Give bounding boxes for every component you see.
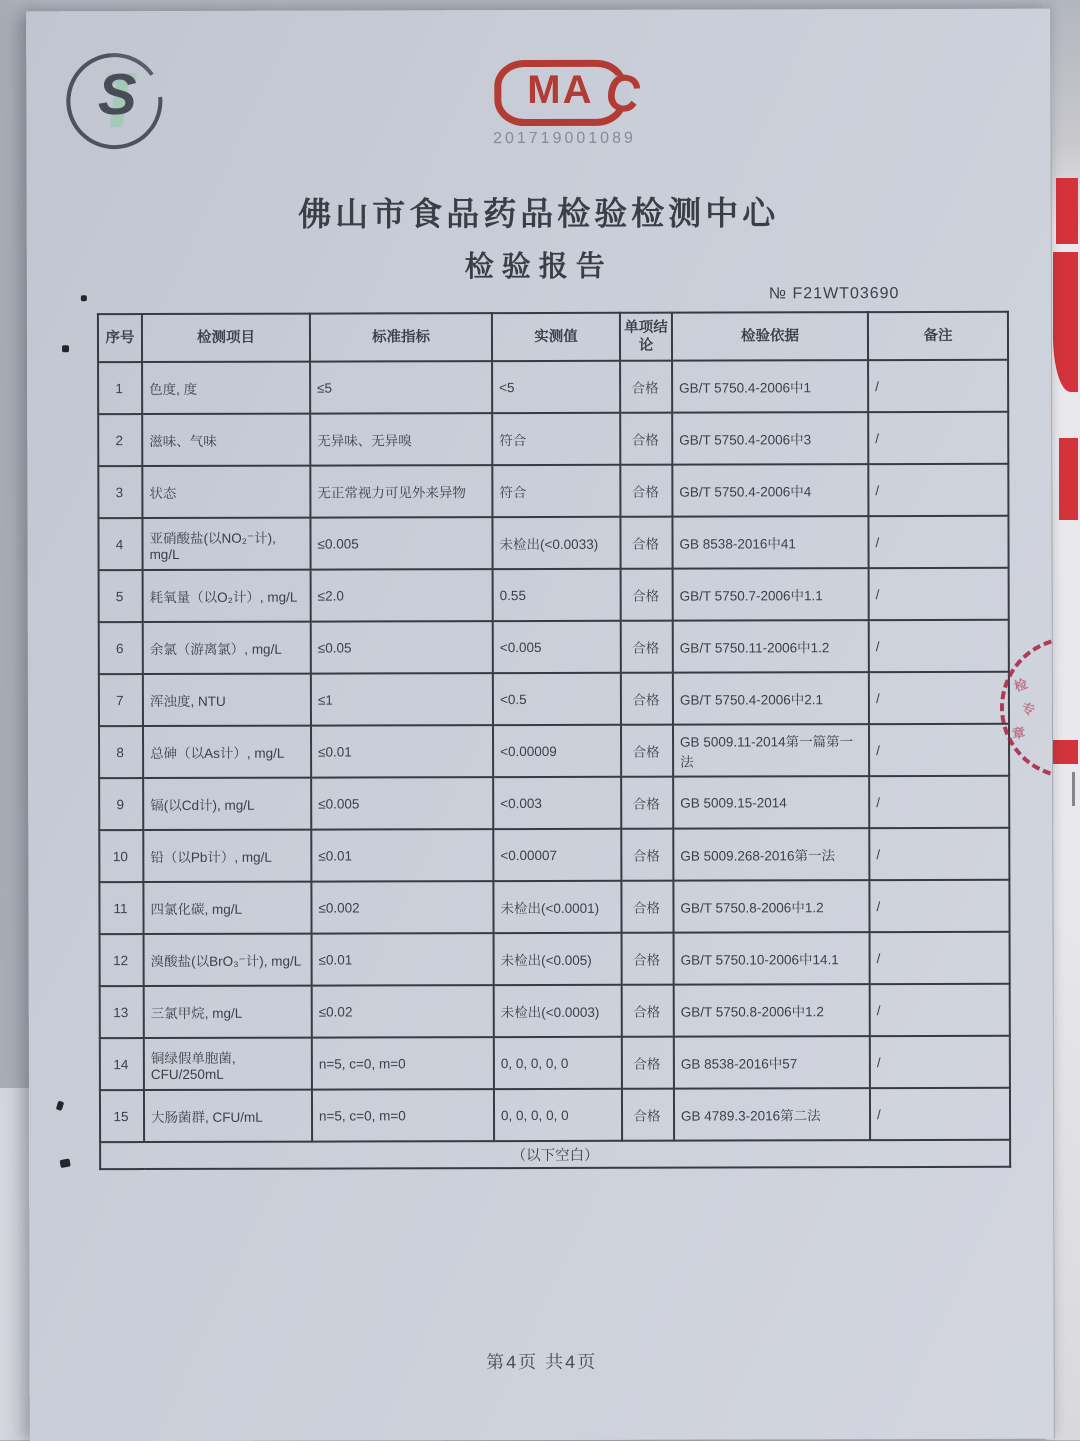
- binding-hole: [60, 1158, 71, 1168]
- table-cell: 合格: [622, 1037, 674, 1089]
- table-cell: 符合: [492, 413, 620, 465]
- red-print-fragment: [1056, 178, 1078, 244]
- table-cell: 合格: [621, 569, 673, 621]
- table-cell: 12: [100, 934, 144, 986]
- table-cell: GB 8538-2016中57: [674, 1036, 870, 1089]
- table-row: [99, 672, 1009, 726]
- table-cell: /: [869, 724, 1009, 776]
- table-cell: 11: [99, 882, 143, 934]
- report-title: 检验报告: [464, 250, 613, 284]
- under-sheet-edge: [0, 1088, 32, 1440]
- table-cell: ≤0.01: [311, 725, 493, 777]
- table-cell: ≤0.002: [311, 881, 493, 933]
- cma-logo-letters: MA: [527, 67, 594, 113]
- table-cell: 亚硝酸盐(以NO₂⁻计), mg/L: [142, 518, 310, 570]
- table-cell: 8: [99, 726, 143, 778]
- table-cell: 状态: [142, 466, 310, 518]
- table-row: [99, 568, 1009, 622]
- table-cell: 合格: [622, 985, 674, 1037]
- background-mark: [1072, 772, 1075, 806]
- table-cell: 未检出(<0.0033): [492, 517, 620, 569]
- table-cell: <0.005: [493, 621, 621, 673]
- table-cell: 色度, 度: [142, 362, 310, 414]
- table-cell: 0, 0, 0, 0, 0: [494, 1037, 622, 1089]
- table-cell: 符合: [492, 465, 620, 517]
- table-cell: /: [868, 412, 1008, 464]
- table-cell: 5: [99, 570, 143, 622]
- table-cell: 合格: [620, 361, 672, 413]
- table-cell: 4: [98, 518, 142, 570]
- sf-logo-icon: [66, 53, 162, 149]
- table-cell: 合格: [621, 829, 673, 881]
- table-cell: /: [868, 516, 1008, 568]
- column-header: 实测值: [492, 313, 620, 361]
- table-cell: /: [869, 776, 1009, 828]
- table-cell: /: [868, 360, 1008, 412]
- table-cell: 0.55: [493, 569, 621, 621]
- red-print-fragment: [1052, 740, 1078, 764]
- table-header-row: [98, 312, 1008, 362]
- table-cell: 总砷（以As计）, mg/L: [143, 726, 311, 778]
- red-print-fragment: [1053, 252, 1078, 392]
- blank-row: [100, 1140, 1010, 1169]
- table-cell: GB/T 5750.11-2006中1.2: [673, 620, 869, 673]
- binding-hole: [56, 1101, 64, 1111]
- table-cell: 3: [98, 466, 142, 518]
- column-header: 单项结论: [620, 313, 672, 361]
- table-cell: /: [870, 1036, 1010, 1088]
- table-cell: <5: [492, 361, 620, 413]
- report-paper: [26, 9, 1055, 1441]
- table-cell: /: [869, 828, 1009, 880]
- table-cell: GB/T 5750.8-2006中1.2: [673, 880, 869, 933]
- table-cell: 未检出(<0.005): [494, 933, 622, 985]
- table-row: [100, 932, 1010, 986]
- table-cell: /: [870, 932, 1010, 984]
- table-cell: 浑浊度, NTU: [143, 674, 311, 726]
- table-cell: GB 5009.268-2016第一法: [673, 828, 869, 881]
- table-cell: ≤2.0: [311, 569, 493, 621]
- table-cell: GB/T 5750.4-2006中1: [672, 360, 868, 413]
- table-cell: ≤0.02: [312, 985, 494, 1037]
- page-footer: 第4页 共4页: [486, 1351, 598, 1373]
- table-cell: n=5, c=0, m=0: [312, 1037, 494, 1089]
- binding-hole: [62, 345, 69, 352]
- column-header: 检测项目: [142, 314, 310, 362]
- cma-accreditation-number: 201719001089: [493, 129, 636, 148]
- table-row: [99, 620, 1009, 674]
- table-row: [99, 880, 1009, 934]
- red-stamp: 检 专 章: [952, 627, 1052, 797]
- table-cell: /: [869, 620, 1009, 672]
- table-cell: <0.003: [493, 777, 621, 829]
- table-cell: ≤0.05: [311, 621, 493, 673]
- table-cell: 耗氧量（以O₂计）, mg/L: [143, 570, 311, 622]
- table-row: [98, 360, 1008, 414]
- table-cell: ≤0.01: [311, 829, 493, 881]
- column-header: 检验依据: [672, 312, 868, 361]
- table-cell: 13: [100, 986, 144, 1038]
- table-cell: 9: [99, 778, 143, 830]
- table-cell: ≤0.005: [311, 777, 493, 829]
- results-table: [97, 311, 1011, 1170]
- table-row: [100, 1036, 1010, 1090]
- table-cell: 铅（以Pb计）, mg/L: [143, 830, 311, 882]
- table-cell: 合格: [620, 413, 672, 465]
- table-cell: 合格: [621, 725, 673, 777]
- table-cell: /: [870, 984, 1010, 1036]
- table-cell: 合格: [621, 777, 673, 829]
- table-cell: /: [868, 464, 1008, 516]
- table-cell: 合格: [621, 881, 673, 933]
- red-print-fragment: [1059, 438, 1078, 520]
- table-row: [99, 828, 1009, 882]
- table-cell: 未检出(<0.0003): [494, 985, 622, 1037]
- blank-row-label: （以下空白）: [100, 1140, 1010, 1169]
- table-cell: ≤5: [310, 361, 492, 413]
- table-cell: 合格: [621, 621, 673, 673]
- table-cell: 合格: [622, 933, 674, 985]
- table-row: [98, 464, 1008, 518]
- table-cell: 溴酸盐(以BrO₃⁻计), mg/L: [144, 934, 312, 986]
- table-cell: /: [869, 568, 1009, 620]
- table-cell: 1: [98, 362, 142, 414]
- table-cell: 余氯（游离氯）, mg/L: [143, 622, 311, 674]
- column-header: 备注: [868, 312, 1008, 360]
- table-cell: GB 5009.15-2014: [673, 776, 869, 829]
- table-cell: <0.5: [493, 673, 621, 725]
- table-cell: 7: [99, 674, 143, 726]
- table-cell: GB/T 5750.4-2006中3: [672, 412, 868, 465]
- table-cell: 镉(以Cd计), mg/L: [143, 778, 311, 830]
- table-cell: GB 8538-2016中41: [672, 516, 868, 569]
- table-cell: 无正常视力可见外来异物: [310, 465, 492, 517]
- table-cell: GB 5009.11-2014第一篇第一法: [673, 724, 869, 777]
- table-row: [98, 516, 1008, 570]
- sf-logo-letter: S: [97, 62, 133, 128]
- table-cell: GB/T 5750.4-2006中4: [672, 464, 868, 517]
- table-cell: 15: [100, 1090, 144, 1142]
- table-cell: ≤0.01: [312, 933, 494, 985]
- table-cell: 四氯化碳, mg/L: [143, 882, 311, 934]
- table-cell: 合格: [620, 517, 672, 569]
- table-cell: 三氯甲烷, mg/L: [144, 986, 312, 1038]
- table-row: [98, 412, 1008, 466]
- table-cell: 14: [100, 1038, 144, 1090]
- table-row: [99, 776, 1009, 830]
- results-table-container: [97, 311, 1011, 1170]
- table-cell: 2: [98, 414, 142, 466]
- table-cell: 合格: [622, 1089, 674, 1141]
- column-header: 序号: [98, 314, 142, 362]
- report-number: № F21WT03690: [768, 285, 900, 303]
- table-cell: ≤1: [311, 673, 493, 725]
- table-cell: 滋味、气味: [142, 414, 310, 466]
- table-cell: /: [869, 672, 1009, 724]
- table-cell: GB/T 5750.10-2006中14.1: [674, 932, 870, 985]
- column-header: 标准指标: [310, 313, 492, 361]
- table-cell: <0.00009: [493, 725, 621, 777]
- table-cell: GB/T 5750.7-2006中1.1: [673, 568, 869, 621]
- table-cell: 无异味、无异嗅: [310, 413, 492, 465]
- table-cell: GB/T 5750.4-2006中2.1: [673, 672, 869, 725]
- cma-logo-icon: [494, 60, 647, 126]
- table-cell: 6: [99, 622, 143, 674]
- table-cell: GB/T 5750.8-2006中1.2: [674, 984, 870, 1037]
- table-cell: ≤0.005: [310, 517, 492, 569]
- table-cell: 铜绿假单胞菌, CFU/250mL: [144, 1038, 312, 1090]
- organization-name: 佛山市食品药品检验检测中心: [298, 194, 780, 233]
- table-cell: 10: [99, 830, 143, 882]
- table-row: [100, 1088, 1010, 1142]
- table-cell: GB 4789.3-2016第二法: [674, 1088, 870, 1141]
- table-cell: 合格: [621, 673, 673, 725]
- table-cell: 大肠菌群, CFU/mL: [144, 1090, 312, 1142]
- table-cell: /: [870, 1088, 1010, 1140]
- cma-logo-hook: C: [600, 61, 647, 126]
- table-cell: n=5, c=0, m=0: [312, 1089, 494, 1141]
- table-cell: 0, 0, 0, 0, 0: [494, 1089, 622, 1141]
- table-cell: /: [869, 880, 1009, 932]
- table-cell: <0.00007: [493, 829, 621, 881]
- table-cell: 合格: [620, 465, 672, 517]
- table-row: [99, 724, 1009, 778]
- table-body: [98, 360, 1010, 1142]
- binding-hole: [81, 295, 87, 301]
- table-row: [100, 984, 1010, 1038]
- table-cell: 未检出(<0.0001): [493, 881, 621, 933]
